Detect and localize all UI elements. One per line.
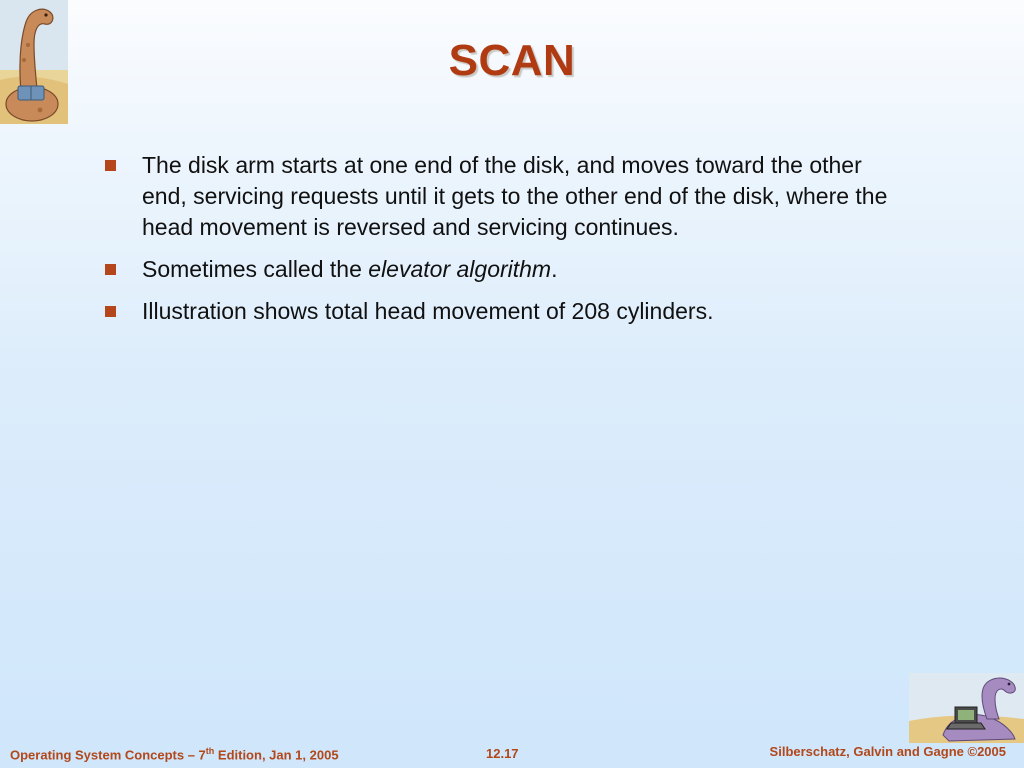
footer-book-title-sup: th — [205, 746, 215, 756]
square-bullet-icon — [105, 160, 116, 171]
bullet-item — [104, 296, 904, 327]
bullet-item — [104, 150, 904, 243]
square-bullet-icon — [105, 306, 116, 317]
footer-page-number: 12.17 — [486, 746, 519, 761]
slide-title: SCAN — [448, 36, 576, 85]
bullet-item — [104, 254, 904, 285]
square-bullet-icon — [105, 264, 116, 275]
bullet-text-prefix: Sometimes called the — [142, 256, 369, 282]
bullet-text: Illustration shows total head movement of 208 cylinders. — [142, 298, 714, 324]
footer-copyright: Silberschatz, Galvin and Gagne ©2005 — [769, 744, 1006, 759]
bullet-text: The disk arm starts at one end of the disk, and moves toward the other end, servicing requests until it gets to the other end of the disk, where the head movement is reversed and servicing continues. — [142, 152, 888, 240]
bullet-list — [104, 150, 904, 338]
footer-book-title-suffix: Edition, Jan 1, 2005 — [214, 747, 339, 763]
footer-book-title-prefix: Operating System Concepts – 7 — [10, 747, 206, 763]
bullet-emphasis: elevator algorithm — [368, 256, 552, 282]
footer-book-title — [10, 746, 339, 762]
dinosaur-laptop-icon — [909, 673, 1024, 743]
bullet-text-suffix: . — [551, 256, 558, 282]
